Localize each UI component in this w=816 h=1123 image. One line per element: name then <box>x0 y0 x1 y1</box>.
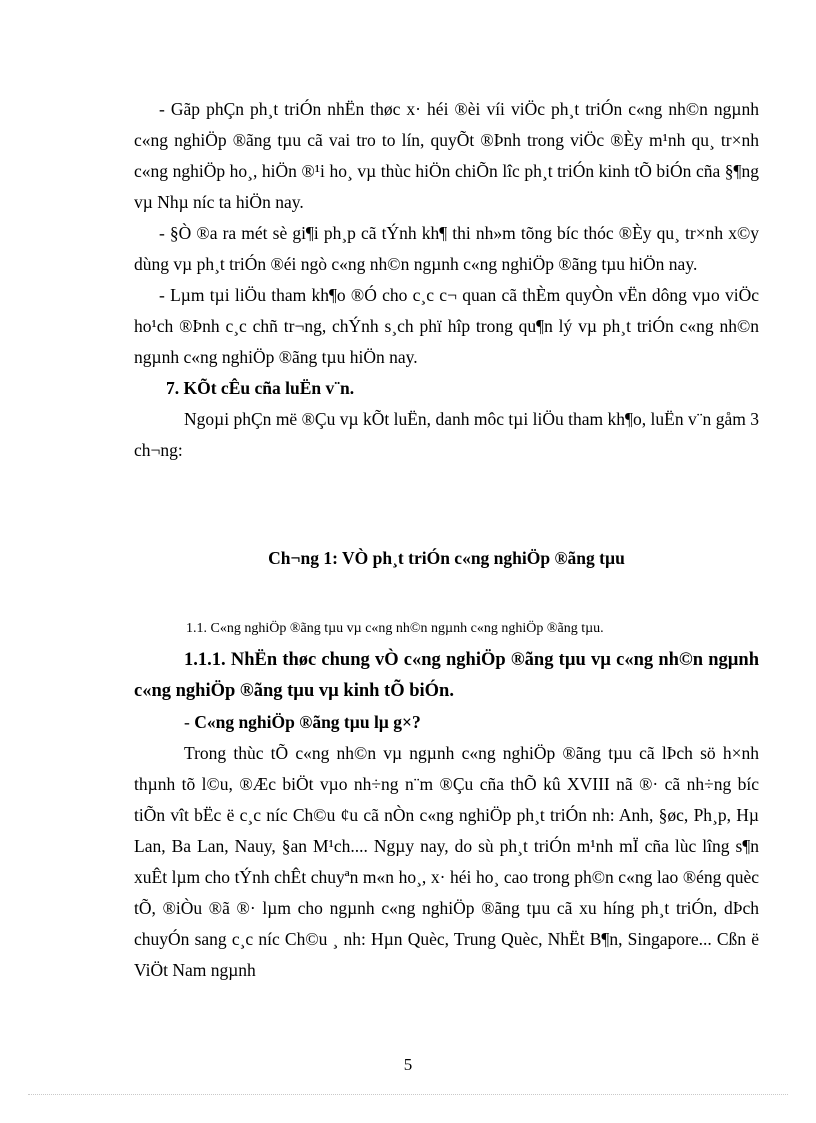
page-content <box>134 94 759 980</box>
paragraph-awareness: - Gãp phÇn ph¸t triÓn nhËn thøc x· héi ®èi víi viÖc ph¸t triÓn c«ng nh©n ngµnh c«ng nghiÖp ®ãng tµu cã vai tro to lín, quyÕt ®Þnh trong viÖc ®Èy m¹nh qu¸ tr×nh c«ng nghiÖp ho¸, hiÖn ®¹i ho¸ vµ thùc hiÖn chiÕn lîc ph¸t triÓn kinh tÕ biÓn cña §¶ng vµ Nhµ níc ta hiÖn nay. <box>134 99 759 212</box>
question-line <box>134 707 759 738</box>
page-number: 5 <box>403 1055 413 1074</box>
section-7-body: Ngoµi phÇn më ®Çu vµ kÕt luËn, danh môc tµi liÖu tham kh¶o, luËn v¨n gåm 3 ch¬ng: <box>134 409 759 460</box>
section-1-1-1-heading: 1.1.1. NhËn thøc chung vÒ c«ng nghiÖp ®ãng tµu vµ c«ng nh©n ngµnh c«ng nghiÖp ®ãng tµu vµ kinh tÕ biÓn. <box>134 650 759 701</box>
section-1-1-1-block <box>134 645 759 986</box>
section-1-1-heading: 1.1. C«ng nghiÖp ®ãng tµu vµ c«ng nh©n ngµnh c«ng nghiÖp ®ãng tµu. <box>186 621 604 636</box>
section-7-heading: 7. KÕt cÊu cña luËn v¨n. <box>166 378 355 398</box>
paragraph-solutions: - §Ò ®a ra mét sè gi¶i ph¸p cã tÝnh kh¶ thi nh»m tõng bíc thóc ®Èy qu¸ tr×nh x©y dùng vµ ph¸t triÓn ®éi ngò c«ng nh©n ngµnh c«ng nghiÖp ®ãng tµu hiÖn nay. <box>134 223 759 274</box>
question-text: C«ng nghiÖp ®ãng tµu lµ g×? <box>194 712 421 732</box>
chapter-1-title: Ch¬ng 1: VÒ ph¸t triÓn c«ng nghiÖp ®ãng tµu <box>268 548 625 568</box>
paragraph-reference: - Lµm tµi liÖu tham kh¶o ®Ó cho c¸c c¬ quan cã thÈm quyÒn vËn dông vµo viÖc ho¹ch ®Þnh c¸c chñ tr¬ng, chÝnh s¸ch phï hîp trong qu¶n lý vµ ph¸t triÓn c«ng nh©n ngµnh c«ng nghiÖp ®ãng tµu hiÖn nay. <box>134 285 759 367</box>
footer-divider <box>28 1094 788 1095</box>
question-dash: - <box>184 712 195 732</box>
history-paragraph: Trong thùc tÕ c«ng nh©n vµ ngµnh c«ng nghiÖp ®ãng tµu cã lÞch sö h×nh thµnh tõ l©u, ®Æc biÖt vµo nh÷ng n¨m ®Çu cña thÕ kû XVIII nã ®· cã nh÷ng bíc tiÕn vît bËc ë c¸c níc Ch©u ¢u cã nÒn c«ng nghiÖp ph¸t triÓn nh: Anh, §øc, Ph¸p, Hµ Lan, Ba Lan, Nauy, §an M¹ch.... Ngµy nay, do sù ph¸t triÓn m¹nh mÏ cña lùc lîng s¶n xuÊt lµm cho tÝnh chÊt chuyªn m«n ho¸, x· héi ho¸ cao trong ph©n c«ng lao ®éng quèc tÕ, ®iÒu ®ã ®· lµm cho ngµnh c«ng nghiÖp ®ãng tµu cã xu híng ph¸t triÓn, dÞch chuyÓn sang c¸c níc Ch©u ¸ nh: Hµn Quèc, Trung Quèc, NhËt B¶n, Singapore... Cßn ë ViÖt Nam ngµnh <box>134 743 759 980</box>
